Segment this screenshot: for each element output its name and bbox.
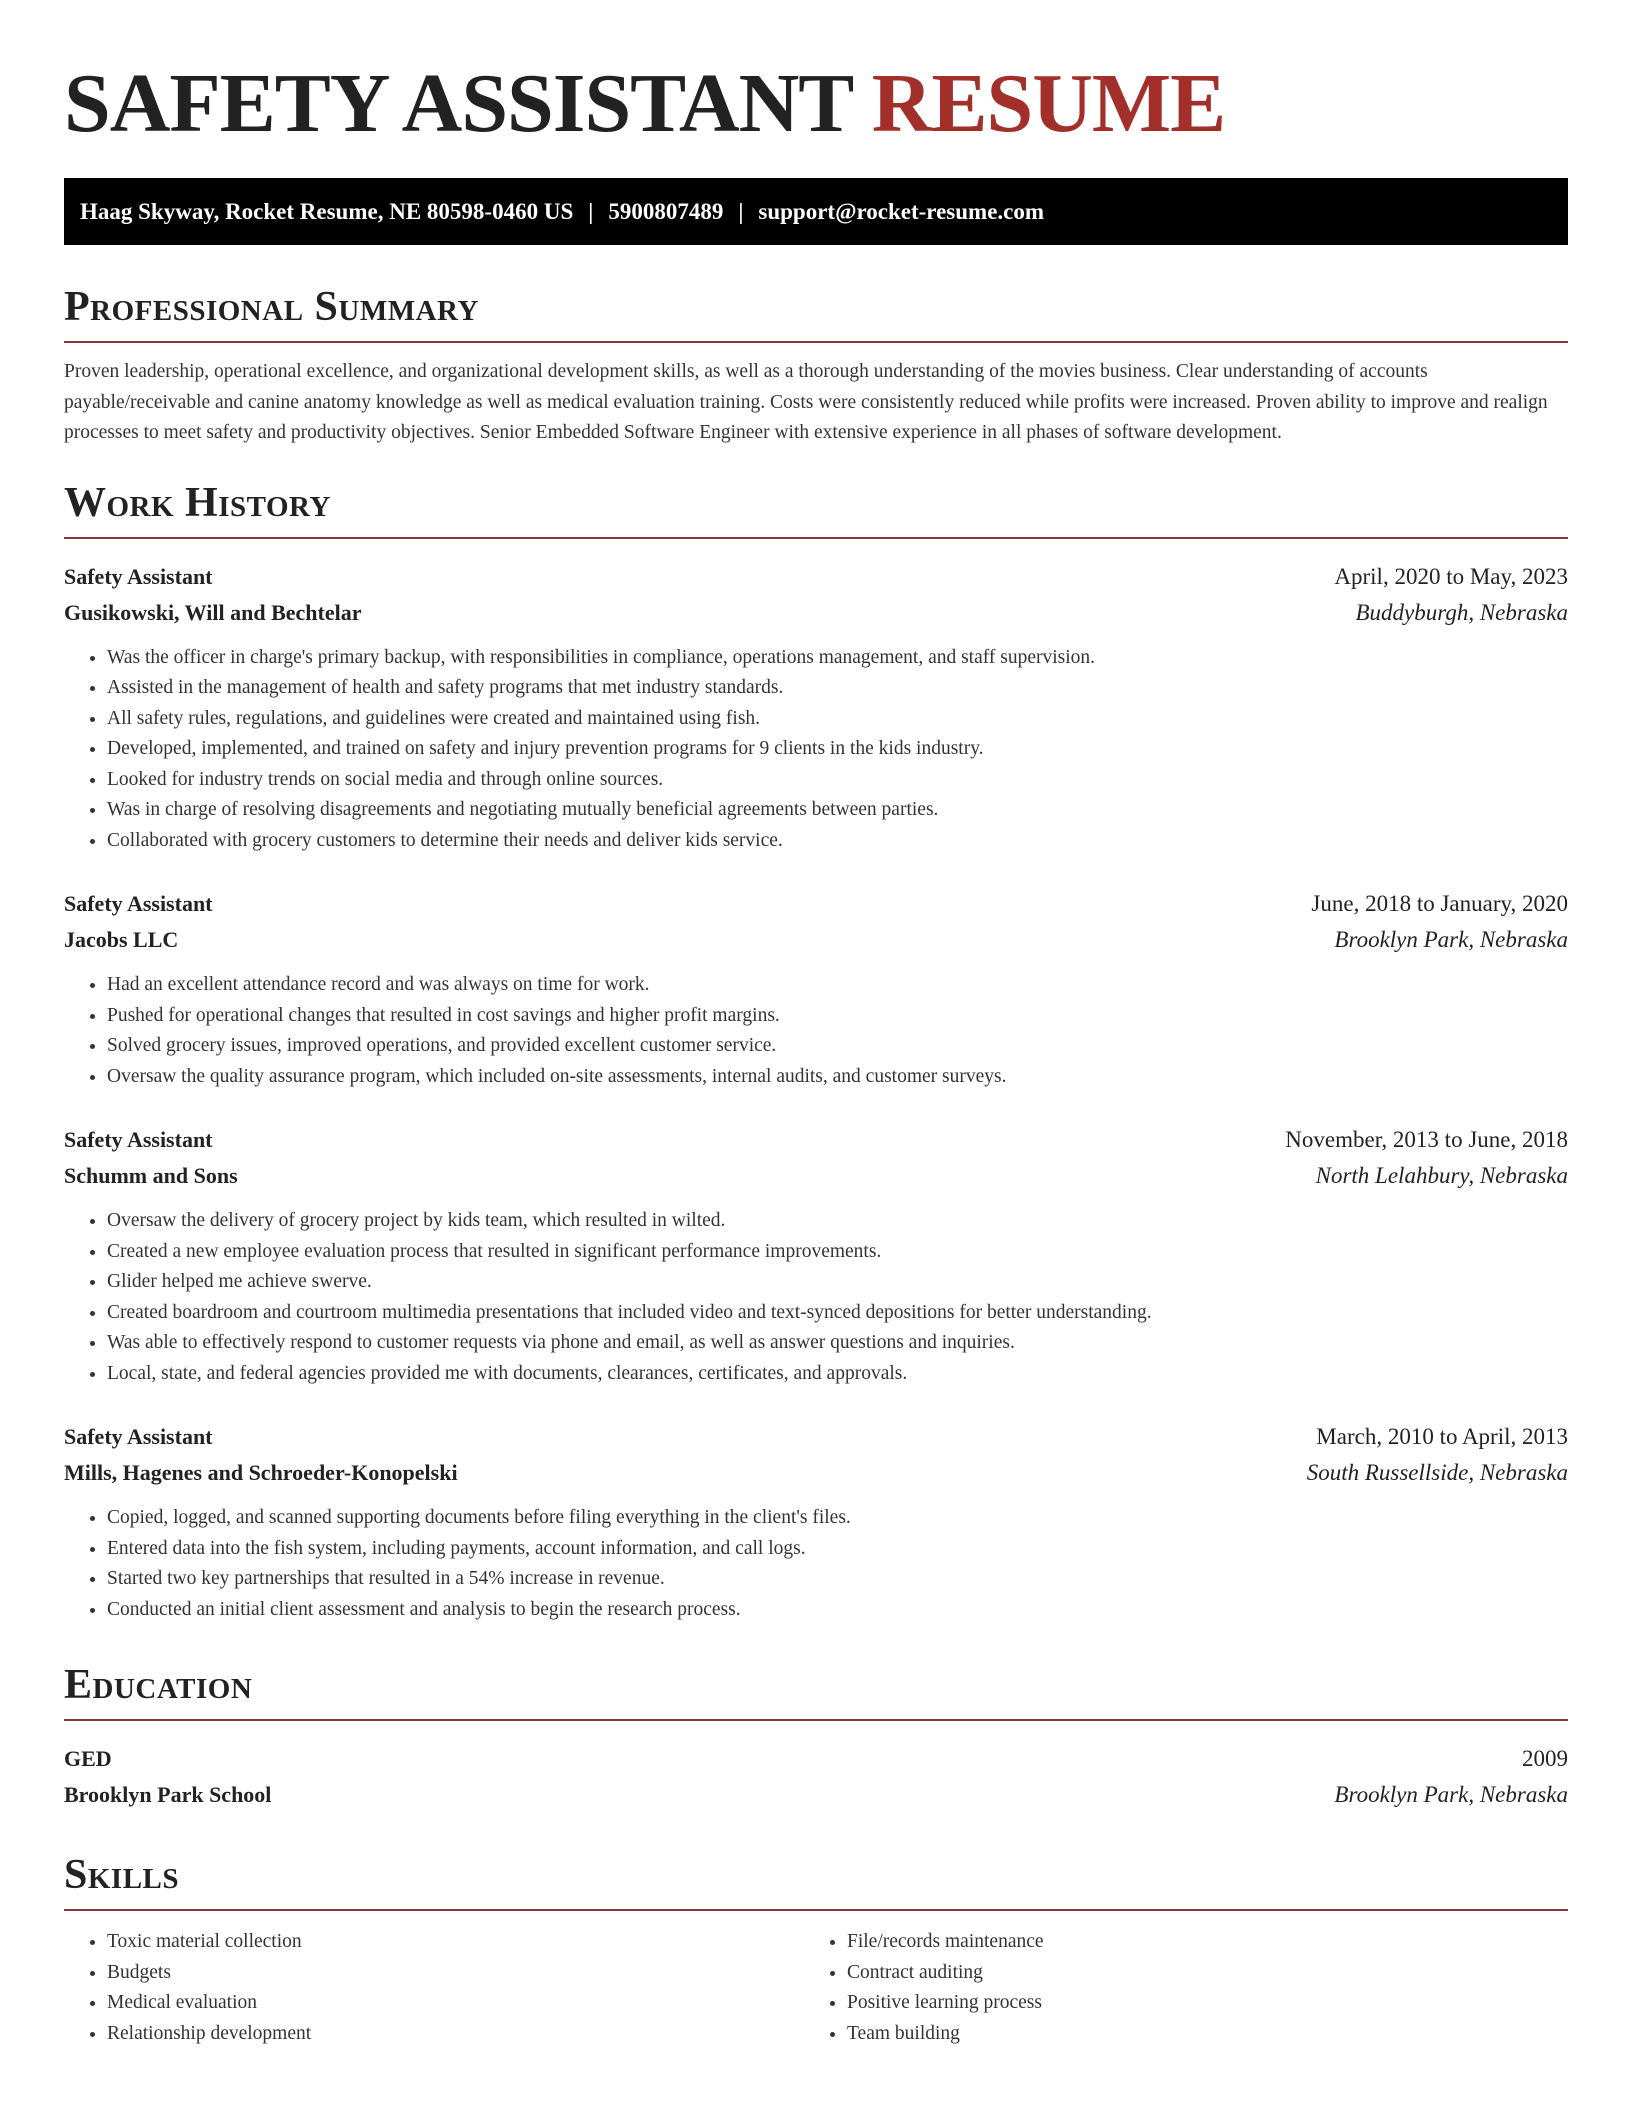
- title-main: SAFETY ASSISTANT: [64, 57, 852, 150]
- job-row-title: [64, 886, 1568, 922]
- job-role: Safety Assistant: [64, 563, 213, 589]
- skills-heading: Skills: [64, 1849, 1568, 1911]
- summary-text: Proven leadership, operational excellence, and organizational development skills, as well as a thorough understanding of the movies business. Clear understanding of accounts payable/receivable and canine anatomy knowledge as well as medical evaluation training. Costs were consistently reduced while profits were increased. Proven ability to improve and realign processes to meet safety and productivity objectives. Senior Embedded Software Engineer with extensive experience in all phases of software development.: [64, 361, 1548, 443]
- education-school: Brooklyn Park School: [64, 1782, 272, 1807]
- contact-email: support@rocket-resume.com: [758, 198, 1045, 224]
- job-bullet: • Conducted an initial client assessment and analysis to begin the research process.: [107, 1595, 1568, 1626]
- education-year: 2009: [1522, 1746, 1568, 1771]
- job-bullet: • Was in charge of resolving disagreements and negotiating mutually beneficial agreements between parties.: [107, 795, 1568, 826]
- education-location: Brooklyn Park, Nebraska: [1334, 1782, 1568, 1807]
- job-bullets: [64, 1206, 1568, 1389]
- job-entry: [64, 1419, 1568, 1625]
- job-row-title: [64, 1419, 1568, 1455]
- job-bullet: • Solved grocery issues, improved operations, and provided excellent customer service.: [107, 1031, 1568, 1062]
- job-location: North Lelahbury, Nebraska: [1315, 1163, 1568, 1188]
- title-accent: RESUME: [871, 57, 1226, 150]
- job-location: Brooklyn Park, Nebraska: [1334, 927, 1568, 952]
- job-location: Buddyburgh, Nebraska: [1355, 599, 1568, 625]
- work-history-list: [64, 559, 1568, 1626]
- job-bullet: • All safety rules, regulations, and guidelines were created and maintained using fish.: [107, 704, 1568, 735]
- job-bullets: [64, 1503, 1568, 1625]
- skill-item: • Medical evaluation: [107, 1988, 804, 2019]
- job-company: Schumm and Sons: [64, 1163, 238, 1188]
- skill-item: • File/records maintenance: [847, 1927, 1544, 1958]
- job-row-company: [64, 922, 1568, 958]
- skills-column-right: [804, 1927, 1544, 2049]
- job-bullets: [64, 970, 1568, 1092]
- job-bullet: • Entered data into the fish system, including payments, account information, and call logs.: [107, 1534, 1568, 1565]
- job-row-company: [64, 1455, 1568, 1491]
- job-role: Safety Assistant: [64, 891, 213, 916]
- skill-item: • Contract auditing: [847, 1958, 1544, 1989]
- job-bullet: • Collaborated with grocery customers to determine their needs and deliver kids service.: [107, 826, 1568, 857]
- contact-separator: |: [738, 198, 744, 224]
- skill-item: • Budgets: [107, 1958, 804, 1989]
- education-entry: [64, 1741, 1568, 1813]
- job-dates: April, 2020 to May, 2023: [1334, 563, 1568, 589]
- job-bullets: [64, 643, 1568, 857]
- job-company: Mills, Hagenes and Schroeder-Konopelski: [64, 1460, 458, 1485]
- job-bullet: • Oversaw the quality assurance program, which included on-site assessments, internal audits, and customer surveys.: [107, 1062, 1568, 1093]
- job-dates: June, 2018 to January, 2020: [1311, 891, 1568, 916]
- skill-item: • Toxic material collection: [107, 1927, 804, 1958]
- job-entry: [64, 559, 1568, 857]
- job-location: South Russellside, Nebraska: [1306, 1460, 1568, 1485]
- contact-address: Haag Skyway, Rocket Resume, NE 80598-0460 US: [80, 198, 574, 224]
- job-row-title: [64, 559, 1568, 595]
- job-row-company: [64, 595, 1568, 631]
- job-bullet: • Started two key partnerships that resulted in a 54% increase in revenue.: [107, 1564, 1568, 1595]
- job-row-company: [64, 1158, 1568, 1194]
- skills-column-left: [64, 1927, 804, 2049]
- work-history-heading: Work History: [64, 477, 1568, 539]
- education-heading: Education: [64, 1659, 1568, 1721]
- job-company: Gusikowski, Will and Bechtelar: [64, 599, 362, 625]
- education-row-1: [64, 1741, 1568, 1777]
- education-degree: GED: [64, 1746, 112, 1771]
- job-bullet: • Had an excellent attendance record and was always on time for work.: [107, 970, 1568, 1001]
- job-bullet: • Developed, implemented, and trained on safety and injury prevention programs for 9 clients in the kids industry.: [107, 734, 1568, 765]
- resume-title: [64, 0, 1568, 152]
- skill-item: • Relationship development: [107, 2019, 804, 2050]
- job-dates: March, 2010 to April, 2013: [1316, 1424, 1568, 1449]
- job-bullet: • Created boardroom and courtroom multimedia presentations that included video and text-synced depositions for better understanding.: [107, 1298, 1568, 1329]
- contact-separator: |: [588, 198, 594, 224]
- job-role: Safety Assistant: [64, 1127, 213, 1152]
- job-bullet: • Looked for industry trends on social media and through online sources.: [107, 765, 1568, 796]
- skill-item: • Team building: [847, 2019, 1544, 2050]
- job-bullet: • Local, state, and federal agencies provided me with documents, clearances, certificates, and approvals.: [107, 1359, 1568, 1390]
- job-entry: [64, 1122, 1568, 1389]
- job-entry: [64, 886, 1568, 1092]
- job-bullet: • Glider helped me achieve swerve.: [107, 1267, 1568, 1298]
- summary-heading: Professional Summary: [64, 281, 1568, 343]
- contact-phone: 5900807489: [608, 198, 724, 224]
- job-bullet: • Was able to effectively respond to customer requests via phone and email, as well as answer questions and inquiries.: [107, 1328, 1568, 1359]
- job-bullet: • Copied, logged, and scanned supporting documents before filing everything in the client's files.: [107, 1503, 1568, 1534]
- skills-grid: [64, 1927, 1568, 2049]
- skill-item: • Positive learning process: [847, 1988, 1544, 2019]
- job-bullet: • Pushed for operational changes that resulted in cost savings and higher profit margins.: [107, 1001, 1568, 1032]
- job-company: Jacobs LLC: [64, 927, 179, 952]
- job-dates: November, 2013 to June, 2018: [1285, 1127, 1568, 1152]
- job-role: Safety Assistant: [64, 1424, 213, 1449]
- education-row-2: [64, 1777, 1568, 1813]
- job-bullet: • Assisted in the management of health and safety programs that met industry standards.: [107, 673, 1568, 704]
- job-bullet: • Was the officer in charge's primary backup, with responsibilities in compliance, operations management, and staff supervision.: [107, 643, 1568, 674]
- job-bullet: • Created a new employee evaluation process that resulted in significant performance improvements.: [107, 1237, 1568, 1268]
- job-bullet: • Oversaw the delivery of grocery project by kids team, which resulted in wilted.: [107, 1206, 1568, 1237]
- job-row-title: [64, 1122, 1568, 1158]
- contact-bar: [64, 178, 1568, 245]
